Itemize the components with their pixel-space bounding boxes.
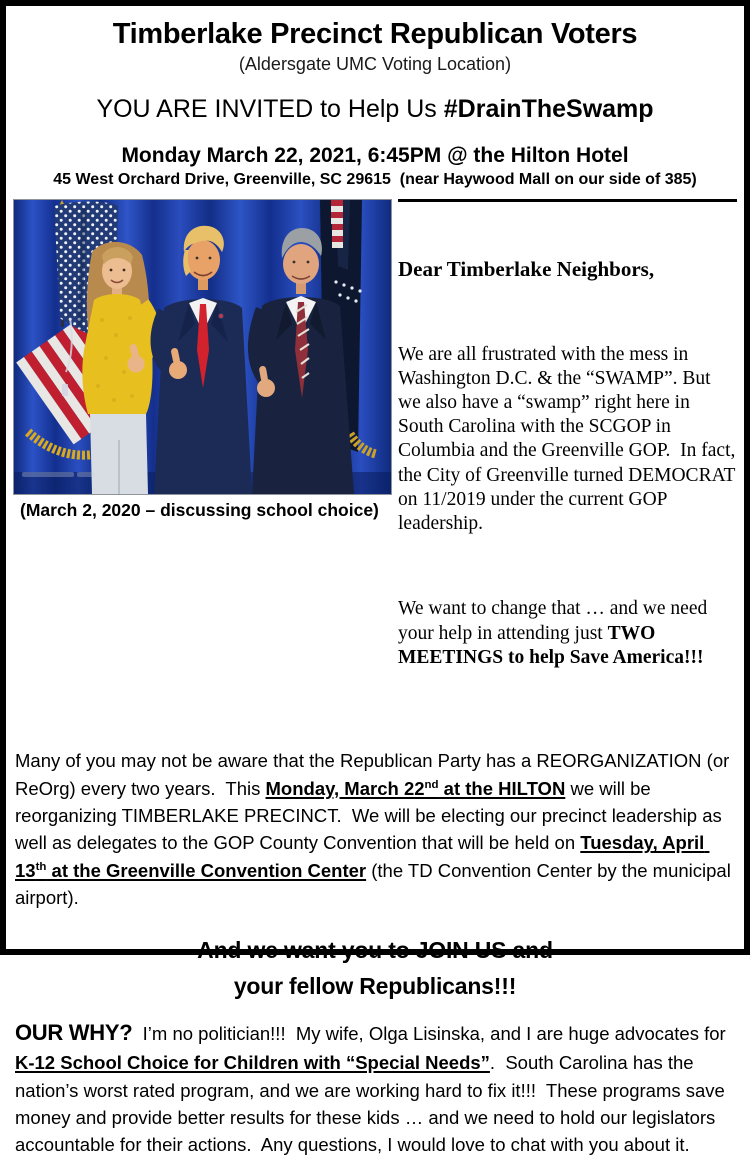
group-photo xyxy=(13,199,392,495)
join-line-1: And we want you to JOIN US and xyxy=(197,936,553,963)
photo-watermark xyxy=(22,472,95,477)
invite-line xyxy=(13,95,737,124)
reorg-paragraph xyxy=(15,747,735,911)
letter-paragraph-1: We are all frustrated with the mess in Washington D.C. & the “SWAMP”. But we also have a “swamp” right here in South Carolina with the SCGOP in Columbia and the Greenville GOP. In fact, the City of Greenville turned DEMOCRAT on 11/2019 under the current GOP leadership. xyxy=(398,343,741,534)
invite-text: YOU ARE INVITED to Help Us xyxy=(96,95,444,123)
why-lead: OUR WHY? xyxy=(15,1020,133,1046)
letter-column xyxy=(398,199,741,731)
two-meetings-emphasis: TWO MEETINGS to help Save America!!! xyxy=(398,622,704,668)
event-line: Monday March 22, 2021, 6:45PM @ the Hilton Hotel xyxy=(121,144,629,167)
photo-caption: (March 2, 2020 – discussing school choice) xyxy=(20,500,379,520)
join-line-2: your fellow Republicans!!! xyxy=(233,973,517,1000)
letter-paragraph-2 xyxy=(398,597,737,670)
group-photo-illustration xyxy=(14,200,391,494)
school-choice-highlight: K-12 School Choice for Children with “Special Needs” xyxy=(15,1052,490,1074)
join-heading xyxy=(13,932,737,1006)
address-line: 45 West Orchard Drive, Greenville, SC 29615 (near Haywood Mall on our side of 385) xyxy=(53,171,697,188)
reorg-text-1: Many of you may not be aware that the Republican Party has a REORGANIZATION (or ReOrg) every two years. This xyxy=(15,750,735,799)
flag-hoist-stripes xyxy=(331,200,343,248)
why-text-1: I’m no politician!!! My wife, Olga Lisinska, and I are huge advocates for xyxy=(132,1023,731,1045)
why-text-2: . South Carolina has the nation’s worst rated program, and we are working hard to fix it!!! These programs save money and provide better results for these kids … and we need to hold our legislators accountable for their actions. Any questions, I would love to chat with you about it. xyxy=(15,1052,730,1156)
meeting-1-ordinal: nd xyxy=(424,778,439,791)
meeting-2-ordinal: th xyxy=(35,860,47,873)
reorg-text-3: (the TD Convention Center by the municipal airport). xyxy=(15,859,736,909)
meeting-2-date: Tuesday, April 13 xyxy=(15,832,710,881)
page-title: Timberlake Precinct Republican Voters xyxy=(112,18,638,50)
photo-letter-section xyxy=(13,199,741,731)
woman-figure xyxy=(82,242,152,494)
subtitle: (Aldersgate UMC Voting Location) xyxy=(238,54,512,74)
photo-column xyxy=(13,199,390,521)
reorg-text-2: we will be reorganizing TIMBERLAKE PRECINCT. We will be electing our precinct leadership as well as delegates to the GOP County Convention that will be held on xyxy=(15,777,727,854)
meeting-2-place: at the Greenville Convention Center xyxy=(46,859,367,881)
meeting-1-place: at the HILTON xyxy=(438,777,566,799)
meeting-1-date: Monday, March 22 xyxy=(265,777,425,799)
letter-p2-text: We want to change that … and we need your help in attending just xyxy=(398,598,713,644)
header xyxy=(13,18,737,189)
hashtag-drain-the-swamp: #DrainTheSwamp xyxy=(443,95,654,123)
meeting-1-highlight xyxy=(266,778,566,799)
why-paragraph xyxy=(15,1017,735,1158)
letter-salutation: Dear Timberlake Neighbors, xyxy=(398,257,655,282)
